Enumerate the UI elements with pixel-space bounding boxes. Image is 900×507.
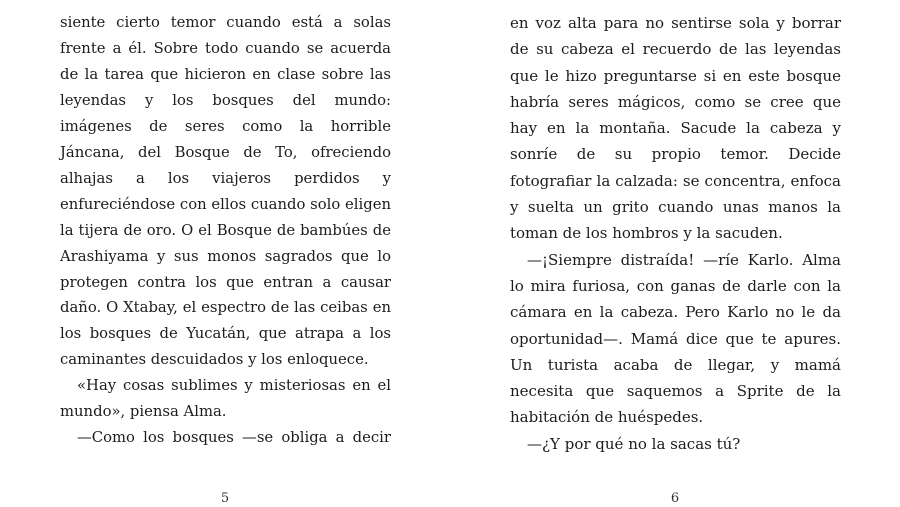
right-paragraph-3: —¿Y por qué no la sacas tú?	[527, 434, 741, 453]
right-page-text	[510, 10, 841, 457]
left-page-number: 5	[220, 491, 230, 506]
right-page	[450, 0, 900, 506]
left-page-text	[60, 10, 391, 451]
left-paragraph-2: «Hay cosas sublimes y misteriosas en el mundo», piensa Alma.	[60, 377, 391, 421]
left-paragraph-1: siente cierto temor cuando está a solas frente a él. Sobre todo cuando se acuerda de la tarea que hicieron en clase sobre las leyendas y los bosques del mundo: imágenes de seres como la horrible Jáncana, del Bosque de To, ofreciendo alhajas a los viajeros perdidos y enfureciéndose con ellos cuando solo eligen la tijera de oro. O el Bosque de bambúes de Arashiyama y sus monos sagrados que lo protegen contra los que entran a causar daño. O Xtabay, el espectro de las ceibas en los bosques de Yucatán, que atrapa a los caminantes descuidados y los enloquece.	[60, 14, 391, 369]
right-page-number: 6	[670, 491, 680, 506]
left-paragraph-3: —Como los bosques —se obliga a decir	[77, 429, 391, 447]
right-paragraph-1: en voz alta para no sentirse sola y borrar de su cabeza el recuerdo de las leyendas que le hizo preguntarse si en este bosque habría seres mágicos, como se cree que hay en la montaña. Sacude la cabeza y sonríe de su propio temor. Decide fotografiar la calzada: se concentra, enfoca y suelta un grito cuando unas manos la toman de los hombros y la sacuden.	[510, 14, 841, 243]
right-paragraph-2: —¡Siempre distraída! —ríe Karlo. Alma lo mira furiosa, con ganas de darle con la cámara en la cabeza. Pero Karlo no le da oportunidad—. Mamá dice que te apures. Un turista acaba de llegar, y mamá necesita que saquemos a Sprite de la habitación de huéspedes.	[510, 250, 841, 427]
left-page	[0, 0, 450, 506]
